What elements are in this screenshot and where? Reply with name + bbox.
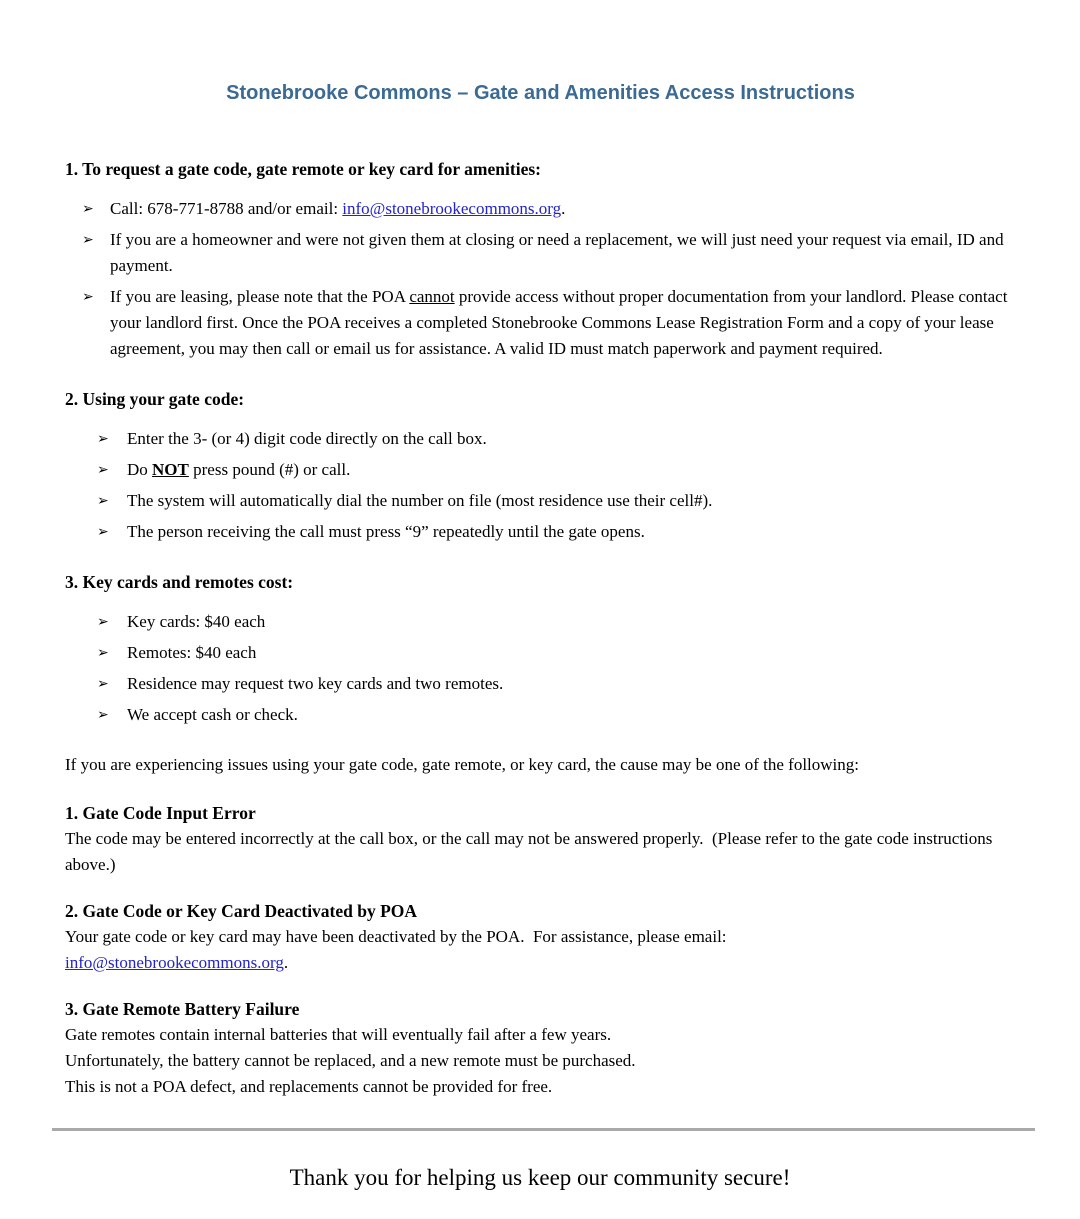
gate-code-list	[65, 426, 1016, 545]
email-link[interactable]: info@stonebrookecommons.org	[342, 199, 562, 218]
arrow-bullet-icon: ➢	[97, 431, 109, 447]
list-item	[97, 640, 1016, 666]
footer-message: Thank you for helping us keep our community secure!	[289, 1165, 791, 1190]
list-item	[97, 426, 1016, 452]
bullet-text-emphasis: NOT	[152, 460, 189, 479]
bullet-text	[110, 196, 1016, 222]
page-title: Stonebrooke Commons – Gate and Amenities Access Instructions	[226, 82, 855, 104]
arrow-bullet-icon: ➢	[97, 462, 109, 478]
issue-deactivated-by-poa	[65, 898, 1016, 976]
issue-email-line	[65, 950, 1016, 976]
section-heading-gate-code: 2. Using your gate code:	[65, 389, 245, 409]
list-item	[97, 609, 1016, 635]
section-heading-costs: 3. Key cards and remotes cost:	[65, 572, 294, 592]
issue-heading: 3. Gate Remote Battery Failure	[65, 999, 300, 1019]
email-link[interactable]: info@stonebrookecommons.org	[65, 953, 284, 972]
request-access-list	[65, 196, 1016, 362]
arrow-bullet-icon: ➢	[97, 614, 109, 630]
list-item	[82, 284, 1016, 362]
bullet-text: The person receiving the call must press “9” repeatedly until the gate opens.	[127, 522, 645, 541]
bullet-text: We accept cash or check.	[127, 705, 298, 724]
issue-body: Your gate code or key card may have been deactivated by the POA. For assistance, please email:	[65, 927, 727, 946]
bullet-text: Enter the 3- (or 4) digit code directly on the call box.	[127, 429, 487, 448]
bullet-text-segment: .	[561, 199, 566, 218]
issues-intro-paragraph: If you are experiencing issues using your gate code, gate remote, or key card, the cause may be one of the following:	[65, 755, 859, 774]
bullet-text	[110, 284, 1016, 362]
bullet-text: The system will automatically dial the number on file (most residence use their cell#).	[127, 491, 713, 510]
issue-heading: 1. Gate Code Input Error	[65, 803, 256, 823]
bullet-text	[127, 457, 1016, 483]
list-item	[97, 488, 1016, 514]
arrow-bullet-icon: ➢	[82, 201, 94, 217]
bullet-text: Key cards: $40 each	[127, 612, 266, 631]
issue-gate-code-input-error	[65, 800, 1016, 878]
list-item	[97, 671, 1016, 697]
bullet-text: If you are a homeowner and were not given them at closing or need a replacement, we will just need your request via email, ID and payment.	[110, 230, 1004, 275]
issue-body-line: Gate remotes contain internal batteries that will eventually fail after a few years.	[65, 1025, 612, 1044]
arrow-bullet-icon: ➢	[97, 676, 109, 692]
bullet-text-segment: Call: 678-771-8788 and/or email:	[110, 199, 343, 218]
bullet-text-segment: provide access without proper documentation from your landlord. Please contact your landlord first. Once the POA receives a completed Stonebrooke Commons Lease Registration Form and a copy of your lease agreement, you may then call or email us for assistance. A valid ID must match paperwork and payment required.	[110, 287, 1008, 358]
arrow-bullet-icon: ➢	[82, 232, 94, 248]
issue-remote-battery-failure	[65, 996, 1016, 1100]
section-heading-request-access: 1. To request a gate code, gate remote or key card for amenities:	[65, 159, 541, 179]
list-item	[97, 702, 1016, 728]
list-item	[82, 196, 1016, 222]
list-item	[97, 457, 1016, 483]
bullet-text-underlined: cannot	[409, 287, 455, 306]
bullet-text-segment: If you are leasing, please note that the POA	[110, 287, 410, 306]
arrow-bullet-icon: ➢	[97, 707, 109, 723]
issue-body: The code may be entered incorrectly at the call box, or the call may not be answered properly. (Please refer to the gate code instructions above.)	[65, 829, 997, 874]
list-item	[82, 227, 1016, 279]
issue-text-segment: .	[283, 953, 289, 972]
issue-body-line: Unfortunately, the battery cannot be replaced, and a new remote must be purchased.	[65, 1051, 636, 1070]
footer-divider	[52, 1128, 1035, 1131]
issue-heading: 2. Gate Code or Key Card Deactivated by POA	[65, 901, 418, 921]
arrow-bullet-icon: ➢	[82, 289, 94, 305]
issue-body-line: This is not a POA defect, and replacements cannot be provided for free.	[65, 1077, 553, 1096]
bullet-text: Remotes: $40 each	[127, 643, 257, 662]
bullet-text: Residence may request two key cards and two remotes.	[127, 674, 504, 693]
bullet-text-segment: press pound (#) or call.	[188, 460, 351, 479]
arrow-bullet-icon: ➢	[97, 645, 109, 661]
bullet-text-segment: Do	[127, 460, 153, 479]
costs-list	[65, 609, 1016, 728]
list-item	[97, 519, 1016, 545]
arrow-bullet-icon: ➢	[97, 493, 109, 509]
arrow-bullet-icon: ➢	[97, 524, 109, 540]
